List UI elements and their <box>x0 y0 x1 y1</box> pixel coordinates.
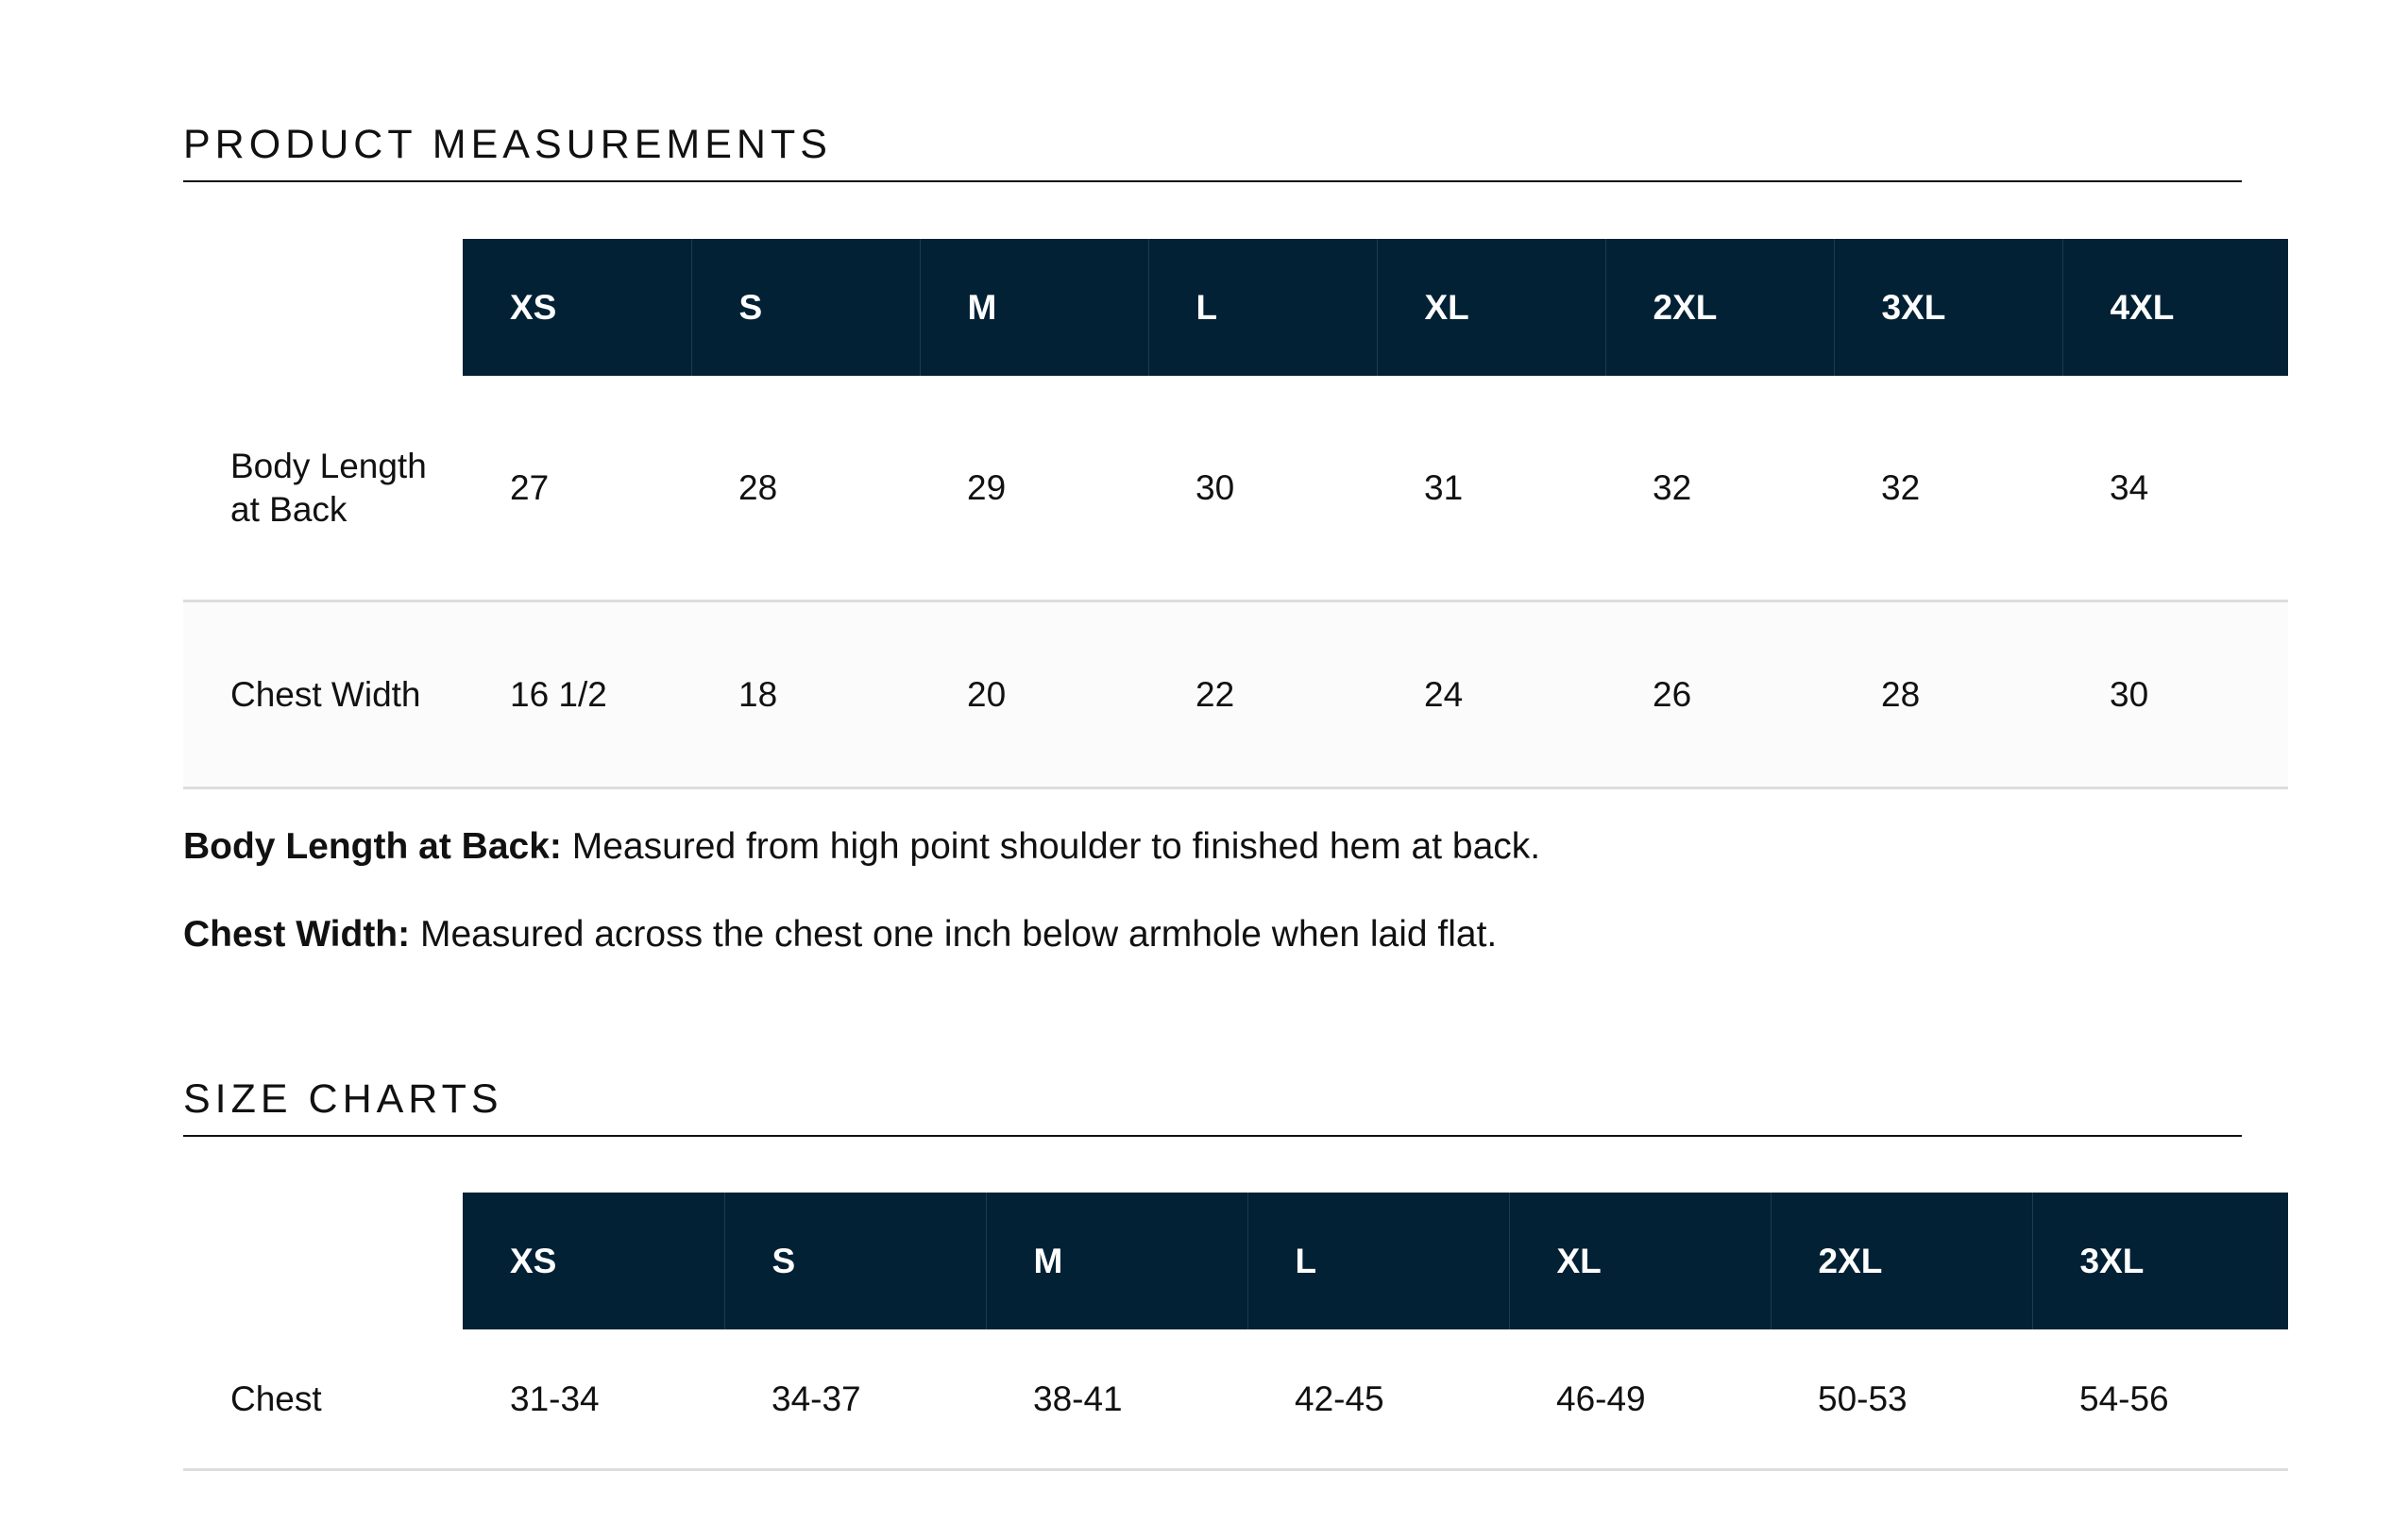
table-cell: 28 <box>691 376 920 601</box>
size-header-row <box>183 239 2288 376</box>
table-cell: 30 <box>2062 601 2288 788</box>
table-cell: 27 <box>463 376 691 601</box>
size-header-s: S <box>724 1193 986 1329</box>
table-cell: 20 <box>920 601 1148 788</box>
note-term: Chest Width: <box>183 914 411 955</box>
size-header-l: L <box>1148 239 1377 376</box>
size-header-m: M <box>986 1193 1247 1329</box>
size-header-row <box>183 1193 2288 1329</box>
product-measurements-table <box>183 239 2288 789</box>
size-charts-title: SIZE CHARTS <box>183 1079 2242 1137</box>
size-header-2xl: 2XL <box>1771 1193 2032 1329</box>
row-label-chest: Chest <box>183 1329 463 1470</box>
table-cell: 22 <box>1148 601 1377 788</box>
size-header-xs: XS <box>463 1193 724 1329</box>
table-cell: 46-49 <box>1509 1329 1771 1470</box>
table-cell: 34 <box>2062 376 2288 601</box>
note-chest-width <box>183 916 1497 953</box>
size-header-3xl: 3XL <box>1834 239 2062 376</box>
header-blank-cell <box>183 1193 463 1329</box>
product-measurements-title: PRODUCT MEASUREMENTS <box>183 125 2242 182</box>
size-header-xs: XS <box>463 239 691 376</box>
table-cell: 24 <box>1377 601 1605 788</box>
table-row <box>183 376 2288 601</box>
table-cell: 28 <box>1834 601 2062 788</box>
size-header-m: M <box>920 239 1148 376</box>
table-cell: 38-41 <box>986 1329 1247 1470</box>
table-cell: 26 <box>1605 601 1834 788</box>
table-row <box>183 601 2288 788</box>
size-header-3xl: 3XL <box>2032 1193 2288 1329</box>
table-cell: 31 <box>1377 376 1605 601</box>
table-cell: 29 <box>920 376 1148 601</box>
size-header-xl: XL <box>1377 239 1605 376</box>
note-term: Body Length at Back: <box>183 826 562 867</box>
size-header-2xl: 2XL <box>1605 239 1834 376</box>
size-header-4xl: 4XL <box>2062 239 2288 376</box>
row-label-chest-width: Chest Width <box>183 601 463 788</box>
table-cell: 16 1/2 <box>463 601 691 788</box>
table-cell: 32 <box>1605 376 1834 601</box>
table-cell: 31-34 <box>463 1329 724 1470</box>
table-cell: 30 <box>1148 376 1377 601</box>
note-text: Measured from high point shoulder to finished hem at back. <box>561 826 1541 867</box>
size-chart-table <box>183 1193 2288 1471</box>
table-cell: 34-37 <box>724 1329 986 1470</box>
size-header-xl: XL <box>1509 1193 1771 1329</box>
header-blank-cell <box>183 239 463 376</box>
table-cell: 50-53 <box>1771 1329 2032 1470</box>
size-header-s: S <box>691 239 920 376</box>
note-text: Measured across the chest one inch below armhole when laid flat. <box>410 914 1498 955</box>
table-cell: 32 <box>1834 376 2062 601</box>
table-cell: 18 <box>691 601 920 788</box>
table-cell: 42-45 <box>1247 1329 1509 1470</box>
row-label-body-length: Body Length at Back <box>183 376 463 601</box>
size-header-l: L <box>1247 1193 1509 1329</box>
table-cell: 54-56 <box>2032 1329 2288 1470</box>
table-row <box>183 1329 2288 1470</box>
note-body-length <box>183 828 1540 865</box>
